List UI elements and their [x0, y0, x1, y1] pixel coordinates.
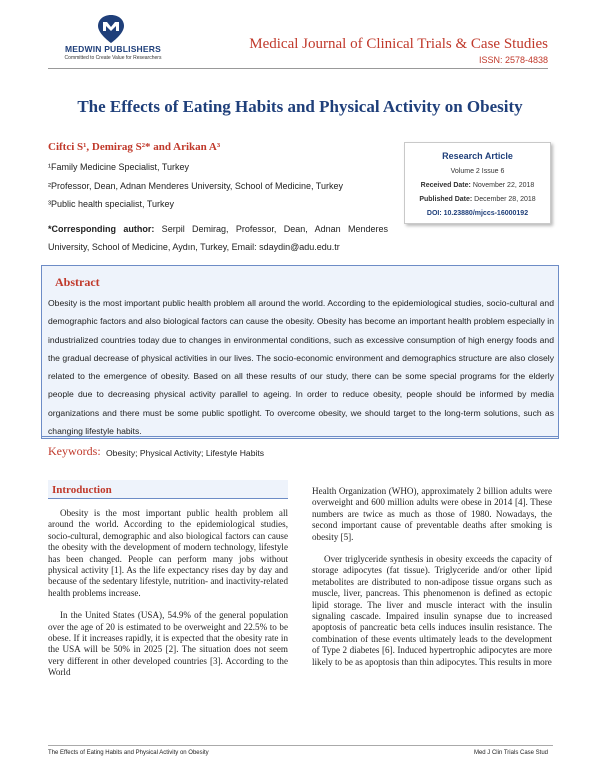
publisher-name: MEDWIN PUBLISHERS [65, 44, 161, 54]
issn: ISSN: 2578-4838 [478, 55, 548, 65]
received-value: November 22, 2018 [470, 182, 535, 189]
abstract-divider [42, 436, 558, 437]
abstract-text: Obesity is the most important public health problem all around the world. According to the epidemiological studies, socio-cultural and demographic factors and also biological factors can cause the obesity. Obesity has become an important health problem especially in industrialized countries today due to changes in environmental conditions, such as excessive consumption of high energy foods and the gradual decrease of physical activities in our lives. The socio-economic environment and demographics structure are also closely related to the emergence of obesity. Based on all these results of our study, there can be some special programs for the elderly people due to decreasing physical activity parallel to ageing. In order to reduce obesity, people should be informed by media organizations and there must be some public spotlight. To overcome obesity, we should target to the long-term solutions, such as changing lifestyle habits. [48, 298, 554, 437]
keywords-heading: Keywords: [48, 444, 101, 458]
received-date [405, 182, 550, 189]
doi[interactable] [405, 210, 550, 217]
introduction-heading: Introduction [52, 484, 112, 496]
author-list: Ciftci S¹, Demirag S²* and Arikan A³ [48, 141, 221, 153]
left-column [48, 508, 288, 679]
abstract-heading: Abstract [55, 275, 100, 289]
intro-paragraph-1: Obesity is the most important public health problem all around the world. According to the epidemiological studies, socio-cultural, demographic and also biological factors can cause the obesity with the development of modern technology, lifestyle has been changed. People can perform many jobs without physical activity [1]. As the life expectancy rises day by day and because of the sedentary lifestyle, nutrition- and inactivity-related health problems increase. [48, 508, 288, 598]
right-column [312, 486, 552, 668]
publisher-tagline: Committed to Create Value for Researchers [64, 55, 162, 61]
volume-issue: Volume 2 Issue 6 [450, 168, 505, 175]
article-info-box [404, 142, 551, 224]
published-label: Published Date: [419, 196, 473, 203]
intro-paragraph-3: Health Organization (WHO), approximately 2 billion adults were overweight and 600 million adults were obese in 2014 [4]. These numbers are twice as much as those of 1980. Nowadays, the second important cause of preventable deaths after smoking is obesity [5]. [312, 486, 552, 542]
corresponding-label: *Corresponding author: [48, 224, 155, 234]
footer-article-title: The Effects of Eating Habits and Physical Activity on Obesity [48, 750, 209, 756]
medwin-logo-icon [93, 14, 129, 44]
corresponding-author [48, 220, 388, 256]
corresponding-details: Serpil Demirag, Professor, Dean, Adnan Menderes University, School of Medicine, Aydın, Turkey, Email: sdaydin@adu.edu.tr [48, 224, 388, 252]
published-date [405, 196, 550, 203]
received-label: Received Date: [420, 182, 471, 189]
journal-title: Medical Journal of Clinical Trials & Case Studies [249, 36, 548, 52]
doi-label: DOI: [426, 210, 442, 217]
intro-paragraph-2: In the United States (USA), 54.9% of the general population over the age of 20 is estimated to be overweight and 22.5% to be obese. If it increases rapidly, it is expected that the obesity rate in the USA will be 50% in 2025 [2]. The situation does not seem very different in other developed countries [3]. According to the World [48, 610, 288, 678]
footer-journal-abbrev: Med J Clin Trials Case Stud [473, 750, 548, 756]
footer-divider [48, 745, 553, 746]
keywords-text: Obesity; Physical Activity; Lifestyle Habits [106, 448, 265, 458]
paper-title: The Effects of Eating Habits and Physical Activity on Obesity [77, 97, 523, 116]
affiliation-2: ²Professor, Dean, Adnan Menderes University, School of Medicine, Turkey [48, 181, 343, 191]
doi-value[interactable]: 10.23880/mjccs-16000192 [441, 210, 529, 217]
affiliation-3: ³Public health specialist, Turkey [48, 199, 175, 209]
intro-paragraph-4: Over triglyceride synthesis in obesity exceeds the capacity of storage adipocytes (fat tissue). Triglyceride and/or other lipid metabolites are distributed to non-adipose tissue organs such as muscle, liver, pancreas. This phenomenon is defined as ectopic lipid storage. The liver and muscle interact with the insulin signaling cascade. Impaired insulin synapse due to increased apoptosis of pancreatic beta cells induces insulin resistance. The combination of these events ultimately leads to the development of Type 2 diabetes [6]. Induced hypertrophic adipocytes are more likely to be as apoptosis than thin adipocytes. This results in more [312, 554, 552, 667]
header-divider [48, 68, 548, 69]
affiliation-1: ¹Family Medicine Specialist, Turkey [48, 162, 190, 172]
article-type: Research Article [442, 151, 513, 161]
published-value: December 28, 2018 [472, 196, 536, 203]
